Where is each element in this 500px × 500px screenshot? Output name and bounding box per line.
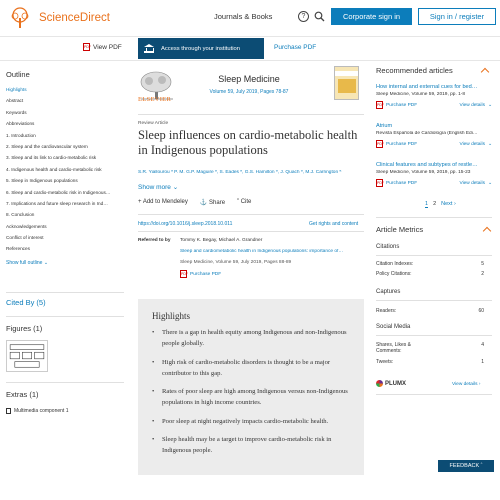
- highlight-item: • There is a gap in health equity among Indigenous and non-Indigenous people globally.: [152, 327, 350, 349]
- page-2-button[interactable]: 2: [433, 201, 437, 207]
- chevron-down-icon: ⌄: [487, 102, 492, 108]
- recommended-source: Revista Española de Cardiología (English Edi…: [376, 131, 478, 136]
- view-pdf-button[interactable]: [83, 43, 122, 51]
- outline-item[interactable]: Keywords: [6, 109, 27, 115]
- divider: [138, 231, 364, 232]
- recommended-heading: Recommended articles: [376, 66, 453, 75]
- outline-item[interactable]: Highlights: [6, 87, 27, 92]
- recommended-title[interactable]: Atrium: [376, 123, 393, 129]
- pdf-icon: PDF: [377, 181, 384, 185]
- recommended-purchase-pdf[interactable]: [376, 179, 417, 187]
- pdf-icon: PDF: [84, 45, 91, 49]
- view-details-button[interactable]: [459, 140, 492, 148]
- add-mendeley-button[interactable]: + Add to Mendeley: [138, 199, 188, 205]
- multimedia-label: Multimedia component 1: [14, 408, 69, 414]
- view-pdf-label: View PDF: [93, 43, 122, 51]
- help-icon[interactable]: ?: [298, 11, 309, 22]
- journal-cover[interactable]: [334, 66, 359, 100]
- quote-icon: ”: [237, 199, 240, 205]
- tweets-row: [376, 359, 484, 365]
- metric-value: 5: [481, 261, 484, 267]
- cover-band: [335, 71, 358, 76]
- recommended-purchase-pdf[interactable]: [376, 101, 417, 109]
- view-details-button[interactable]: [459, 179, 492, 187]
- article-toolbar: [0, 37, 500, 61]
- purchase-pdf-link[interactable]: Purchase PDF: [274, 44, 317, 51]
- divider: [6, 382, 124, 383]
- share-button[interactable]: [200, 199, 225, 206]
- readers-row: [376, 308, 484, 314]
- referred-authors: Tommy K. Begay, Michael A. Grandner: [180, 238, 263, 243]
- pdf-icon: PDF: [377, 142, 384, 146]
- share-icon: ⚓: [199, 200, 208, 206]
- divider: [376, 300, 492, 301]
- outline-item[interactable]: Conflict of interest: [6, 235, 44, 241]
- journal-title[interactable]: Sleep Medicine: [218, 74, 280, 84]
- institution-icon: [144, 44, 154, 53]
- page-1-button[interactable]: 1: [425, 201, 429, 207]
- corporate-signin-button[interactable]: Corporate sign in: [331, 8, 412, 25]
- referred-pdf-label: Purchase PDF: [190, 271, 222, 277]
- metric-label: Tweets:: [376, 359, 394, 365]
- chevron-down-icon: ⌄: [43, 259, 49, 266]
- outline-item[interactable]: 7. Implications and future sleep research in Ind…: [6, 200, 108, 206]
- highlight-item: • High risk of cardio-metabolic disorders is thought to be a major contributor to this gap.: [152, 357, 350, 379]
- recommended-actions: [376, 101, 492, 109]
- recommended-actions: [376, 140, 492, 148]
- cited-by-link[interactable]: Cited By (5): [6, 298, 46, 307]
- outline-item[interactable]: 3. Sleep and its link to cardio-metabolic risk: [6, 155, 97, 161]
- access-institution-button[interactable]: [138, 38, 264, 59]
- brand-name[interactable]: ScienceDirect: [39, 12, 110, 24]
- metric-value: 2: [481, 271, 484, 277]
- divider: [6, 292, 124, 293]
- show-full-outline-label: Show full outline: [6, 259, 43, 266]
- doi-link[interactable]: https://doi.org/10.1016/j.sleep.2018.10.011: [138, 221, 233, 227]
- recommended-title[interactable]: Clinical features and subtypes of restle…: [376, 162, 478, 168]
- captures-heading: Captures: [376, 289, 401, 295]
- outline-heading: Outline: [6, 70, 30, 79]
- show-full-outline-button[interactable]: [6, 260, 124, 266]
- purchase-label: Purchase PDF: [386, 141, 418, 147]
- feedback-button[interactable]: [438, 460, 494, 472]
- access-label: Access through your institution: [161, 45, 240, 52]
- recommended-heading-row[interactable]: [376, 66, 492, 75]
- metric-label: Readers:: [376, 308, 397, 314]
- recommended-pagination: [425, 201, 456, 208]
- outline-item[interactable]: Acknowledgements: [6, 223, 47, 229]
- view-details-label: View details: [459, 102, 485, 108]
- recommended-item: [376, 84, 492, 109]
- search-icon[interactable]: [314, 11, 325, 22]
- brand[interactable]: [6, 7, 110, 29]
- view-metrics-details-link[interactable]: [452, 382, 480, 387]
- next-label: Next: [441, 201, 453, 207]
- journal-volume[interactable]: Volume 59, July 2019, Pages 78-87: [209, 89, 289, 95]
- outline-item[interactable]: Abstract: [6, 98, 24, 104]
- cite-label: Cite: [240, 199, 252, 205]
- cite-button[interactable]: [237, 199, 251, 206]
- chevron-right-icon: ›: [478, 382, 481, 387]
- chevron-up-icon[interactable]: [483, 227, 491, 235]
- outline-item[interactable]: 4. Indigenous health and cardio-metabolic risk: [6, 166, 102, 172]
- outline-list: [6, 87, 124, 258]
- show-more-button[interactable]: [138, 183, 178, 191]
- author-list[interactable]: S.R. Yiallourou ª P. M. G.P. Maguire ª, S. Eades ª, G.S. Hamilton ª, J. Quach ª, M.J. Carrington ª: [138, 170, 342, 175]
- view-details-label: View details: [452, 382, 478, 387]
- highlights-box: [138, 299, 364, 475]
- social-media-heading: Social Media: [376, 324, 411, 330]
- pdf-icon: PDF: [181, 272, 188, 276]
- policy-citations-row: [376, 271, 484, 277]
- next-page-button[interactable]: [441, 201, 456, 208]
- plumx-icon: [376, 380, 383, 387]
- chevron-up-icon: ˆ: [480, 463, 483, 469]
- shares-row: [376, 342, 484, 354]
- get-rights-link[interactable]: Get rights and content: [309, 221, 359, 227]
- top-bar: [0, 0, 500, 37]
- referred-purchase-pdf[interactable]: [180, 270, 221, 278]
- view-details-label: View details: [459, 180, 485, 186]
- article-title: Sleep influences on cardio-metabolic health in Indigenous populations: [138, 128, 358, 157]
- highlight-item: • Poor sleep at night negatively impacts cardio-metabolic health.: [152, 416, 350, 427]
- divider: [376, 217, 492, 218]
- divider: [376, 335, 492, 336]
- referred-article-link[interactable]: Sleep and cardiometabolic health in Indigenous populations: importance of…: [180, 249, 344, 254]
- article-type: Review Article: [138, 121, 169, 126]
- recommended-item: [376, 123, 492, 148]
- chevron-right-icon: ›: [453, 201, 456, 207]
- extras-heading: Extras (1): [6, 390, 39, 399]
- view-details-button[interactable]: [459, 101, 492, 109]
- elsevier-tree-logo: [6, 7, 34, 29]
- plumx-logo: [376, 380, 406, 387]
- chevron-down-icon: ⌄: [487, 141, 492, 147]
- purchase-label: Purchase PDF: [386, 180, 418, 186]
- feedback-label: FEEDBACK: [449, 463, 480, 469]
- chevron-down-icon: ⌄: [172, 184, 179, 191]
- recommended-source: Sleep Medicine, Volume 59, 2019, pp. 1-8: [376, 92, 466, 97]
- metric-label: Shares, Likes & Comments:: [376, 342, 412, 354]
- recommended-title[interactable]: How internal and external cues for bed…: [376, 84, 478, 90]
- cover-graphic: [338, 79, 356, 93]
- divider: [138, 114, 364, 115]
- add-mendeley-label: Add to Mendeley: [142, 199, 188, 205]
- plumx-label: PLUMX: [385, 380, 406, 387]
- divider: [138, 214, 364, 215]
- multimedia-component-link[interactable]: [6, 408, 68, 414]
- outline-item[interactable]: 1. Introduction: [6, 132, 36, 138]
- journals-books-link[interactable]: Journals & Books: [214, 12, 273, 21]
- outline-item[interactable]: 5. Sleep in Indigenous populations: [6, 178, 78, 184]
- outline-panel: [6, 70, 124, 266]
- outline-item[interactable]: 2. Sleep and the cardiovascular system: [6, 143, 88, 149]
- referred-to-by-label: Referred to by: [138, 238, 171, 243]
- recommended-source: Sleep Medicine, Volume 59, 2019, pp. 15-23: [376, 170, 471, 175]
- referred-source: Sleep Medicine, Volume 59, July 2019, Pages 88-89: [180, 260, 292, 265]
- citation-indexes-row: [376, 261, 484, 267]
- metric-value: 4: [481, 342, 484, 348]
- show-more-label: Show more: [138, 184, 171, 191]
- metric-label: Citation Indexes:: [376, 261, 414, 267]
- chevron-down-icon: ⌄: [487, 180, 492, 186]
- share-label: Share: [209, 200, 226, 206]
- recommended-purchase-pdf[interactable]: [376, 140, 417, 148]
- divider: [376, 394, 492, 395]
- figures-heading: Figures (1): [6, 324, 43, 333]
- article-actions: [138, 199, 251, 206]
- outline-item[interactable]: Abbreviations: [6, 121, 35, 127]
- publisher-wordmark: ELSEVIER: [138, 96, 172, 103]
- citations-heading: Citations: [376, 244, 400, 250]
- outline-item[interactable]: 6. Sleep and cardio-metabolic risk in Indigenous…: [6, 189, 111, 195]
- figure-thumbnail[interactable]: [6, 340, 48, 372]
- file-icon: [6, 408, 11, 414]
- divider: [6, 316, 124, 317]
- recommended-item: [376, 162, 492, 187]
- highlights-list: [152, 327, 350, 456]
- outline-item[interactable]: 8. Conclusion: [6, 212, 35, 218]
- highlight-item: • Rates of poor sleep are high among Indigenous versus non-Indigenous populations in high income countries.: [152, 386, 350, 408]
- highlight-item: • Sleep health may be a target to improve cardio-metabolic risk in Indigenous people.: [152, 434, 350, 456]
- view-details-label: View details: [459, 141, 485, 147]
- pdf-icon: PDF: [377, 103, 384, 107]
- outline-item[interactable]: References: [6, 246, 30, 252]
- purchase-label: Purchase PDF: [386, 102, 418, 108]
- metric-value: 60: [478, 308, 484, 314]
- signin-register-button[interactable]: Sign in / register: [418, 8, 496, 25]
- recommended-actions: [376, 179, 492, 187]
- metric-label: Policy Citations:: [376, 271, 412, 277]
- article-metrics-heading: Article Metrics: [376, 225, 424, 234]
- highlights-heading: Highlights: [152, 311, 191, 321]
- divider: [376, 255, 492, 256]
- metric-value: 1: [481, 359, 484, 365]
